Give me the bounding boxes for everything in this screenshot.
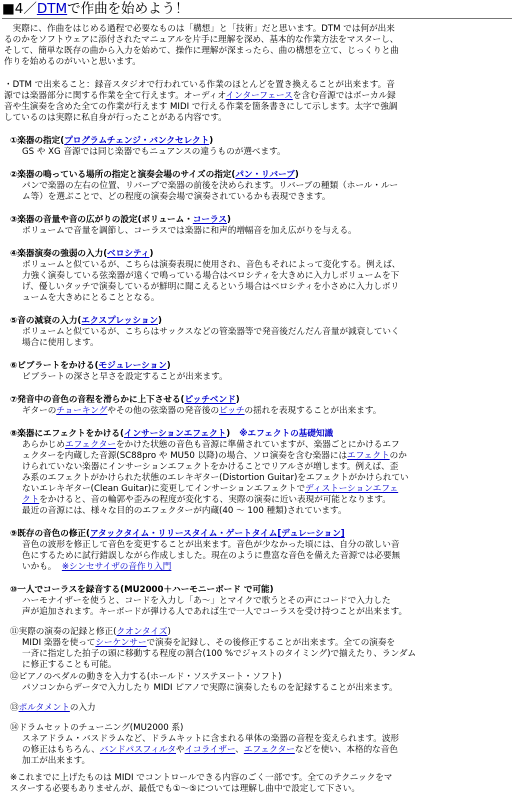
item-desc: に修正することも可能。 <box>22 660 117 670</box>
effector-link[interactable]: エフェクター <box>64 440 116 450</box>
item-desc: 声が追加されます。キーボードが弾ける人であれば生で一人でコーラスを受け持つことが出来ます。 <box>22 607 408 617</box>
pitch-bend-link[interactable]: ピッチベンド <box>184 395 236 405</box>
item-heading: ⑤音の減衰の入力(エクスプレッション) <box>10 316 162 326</box>
item-desc: 一斉に指定した拍子の頭に移動する程度の割合(100 %でジャストのタイミング)で揃えたり、ランダム <box>22 649 417 659</box>
item-desc: ム等）を選ぶことで、どの程度の演奏会場で演奏されているかも表現できます。 <box>22 192 331 202</box>
pan-reverb-link[interactable]: パン・リバーブ <box>235 170 295 180</box>
title-prefix: ■4／ <box>2 1 37 17</box>
dtm-link[interactable]: DTM <box>36 1 68 17</box>
item-desc: けられていない楽器にインサーションエフェクトをかけることでリアルさが増します。例えば、歪 <box>22 462 399 472</box>
item-desc: いかも。 ※シンセサイザの音作り入門 <box>22 562 172 572</box>
item-heading: ①楽器の指定(プログラムチェンジ・バンクセレクト) <box>10 136 214 146</box>
dtm-line: ・DTM で出来ること：録音スタジオで行われている作業のほとんどを置き換えることが出来ます。音 <box>4 80 395 90</box>
item-heading: ⑧楽器にエフェクトをかける(インサーションエフェクト) ※エフェクトの基礎知識 <box>10 429 334 439</box>
item-desc: ボリュームと似ているが、こちらは演奏表現に使用され、音色もそれによって変化する。例えば、 <box>22 260 401 270</box>
item-heading: ⑫ピアノのペダルの動きを入力する(ホールド・ソステヌート・ソフト) <box>10 672 282 682</box>
duration-link[interactable]: [デュレーション] <box>277 529 345 539</box>
distortion-effect-link[interactable]: ディストーションエフェ <box>305 484 399 494</box>
choking-link[interactable]: チョーキング <box>56 406 108 416</box>
item-desc: パンで楽器の左右の位置、リバーブで楽器の前後を決められます。リバーブの種類（ホール・ルー <box>22 181 399 191</box>
footer-note: ※これまでに上げたものは MIDI でコントロールできる内容のごく一部です。全てのテクニックをマ <box>10 773 393 783</box>
expression-link[interactable]: エクスプレッション <box>81 316 159 326</box>
effector-link-2[interactable]: エフェクター <box>243 745 295 755</box>
program-change-link[interactable]: プログラムチェンジ・バンクセレクト <box>64 136 210 146</box>
synth-intro-link[interactable]: ※シンセサイザの音作り入門 <box>61 562 172 572</box>
dtm-line: しているのは実際に私自身が行ったことがある内容です。 <box>4 113 227 123</box>
item-heading: ②楽器の鳴っている場所の指定と演奏会場のサイズの指定(パン・リバーブ) <box>10 170 299 180</box>
item-desc: 加工が出来ます。 <box>22 756 91 766</box>
dtm-line: 音や生演奏を含めた全ての作業が行えます MIDI で行える作業を箇条書きにして示します。太字で強調 <box>4 102 398 112</box>
item-heading: ③楽器の音量や音の広がりの設定(ボリューム・コーラス) <box>10 215 231 225</box>
chorus-link[interactable]: コーラス <box>192 215 227 225</box>
item-desc: ュームを大きめにとることとなる。 <box>22 293 160 303</box>
item-desc: スネアドラム・バスドラムなど、ドラムキットに含まれる単体の楽器の音程を変えられます。波形 <box>22 734 400 744</box>
item-desc: 色にするために試行錯誤しながら作成しました。現在のように豊富な音色を備えた音源では必要無 <box>22 551 401 561</box>
item-desc: MIDI 楽器を使ってシーケンサーで演奏を記録し、その後修正することが出来ます。全ての演奏を <box>22 638 396 648</box>
item-heading: ⑩一人でコーラスを録音する(MU2000＋ハーモニーボード で可能) <box>10 585 274 595</box>
item-desc: パソコンからデータで入力したり MIDI ピアノで実際に演奏したものを記録することが出来ます。 <box>22 683 398 693</box>
item-desc: ボリュームと似ているが、こちらはサックスなどの管楽器等で発音後だんだん音量が減衰していく <box>22 327 400 337</box>
page-title <box>2 1 189 18</box>
item-heading: ⑥ビブラートをかける(モジュレーション) <box>10 361 171 371</box>
item-desc: クトをかけると、音の輪郭や歪みの程度が変化する、実際の演奏に近い表現が可能となります。 <box>22 495 391 505</box>
item-desc: ないエレキギター(Clean Guitar)に変更してインサーションエフェクトでディストーションエフェ <box>22 484 399 494</box>
item-heading: ⑦発音中の音色の音程を滑らかに上下させる(ピッチベンド) <box>10 395 240 405</box>
item-desc: み系のエフェクトがかけられた状態のエレキギター(Distortion Guitar)をエフェクトがかけられてい <box>22 473 409 483</box>
attack-release-link[interactable]: アタックタイム・リリースタイム・ゲートタイム <box>89 529 278 539</box>
title-suffix: で作曲を始めよう！ <box>67 1 189 17</box>
item-desc: の修正はもちろん、バンドパスフィルタやイコライザー、エフェクターなどを使い、本格的な音色 <box>22 745 398 755</box>
intro-line: そして、簡単な既存の曲から入力を始めて、操作に理解が深まったら、曲の構想を立て、じっくりと曲 <box>4 46 399 56</box>
modulation-link[interactable]: モジュレーション <box>98 361 167 371</box>
item-desc: ビブラートの深さと早さを設定することが出来ます。 <box>22 372 228 382</box>
equalizer-link[interactable]: イコライザー <box>184 745 236 755</box>
item-desc: ギターのチョーキングやその他の弦楽器の発音後のピッチの揺れを表現することが出来ます。 <box>22 406 382 416</box>
item-desc: 最近の音源には、様々な目的のエフェクターが内蔵(40 ～ 100 種類)されています。 <box>22 506 347 516</box>
distortion-effect-link-cont[interactable]: クト <box>22 495 40 505</box>
item-desc: げ、優しいタッチで演奏しているが鮮明に聞こえるという場合はベロシティを小さめに入力しボリ <box>22 282 400 292</box>
item-heading: ⑭ドラムセットのチューニング(MU2000 系) <box>10 723 184 733</box>
bandpass-filter-link[interactable]: バンドパスフィルタ <box>99 745 177 755</box>
item-heading: ⑬ポルタメントの入力 <box>10 703 96 713</box>
portamento-link[interactable]: ポルタメント <box>18 703 70 713</box>
item-desc: ハーモナイザーを使うと、コードを入力し「あ～」とマイクで歌うとその声にコードで入力した <box>22 596 391 606</box>
item-desc: ボリュームで音量を調節し、コーラスでは楽器に和声的増幅音を加え広がりを与える。 <box>22 226 357 236</box>
effect-link[interactable]: エフェクト <box>347 451 390 461</box>
sequencer-link[interactable]: シーケンサー <box>95 638 147 648</box>
effect-basics-note[interactable]: ※エフェクトの基礎知識 <box>239 429 334 439</box>
item-desc: 力強く演奏している弦楽器が遠くで鳴っている場合はベロシティを大きめに入力しボリュームを下 <box>22 271 400 281</box>
insertion-effect-link[interactable]: インサーションエフェクト <box>123 429 227 439</box>
footer-note: スターする必要もありませんが、最低でも①～⑤については理解し曲中で設定して下さい。 <box>10 784 360 794</box>
intro-line: 作りを始めるのがいいと思います。 <box>4 57 141 67</box>
intro-line: 実際に、作曲をはじめる過程で必要なものは「構想」と「技術」だと思います。DTM では何が出来 <box>4 24 395 34</box>
item-desc: GS や XG 音源では同じ楽器でもニュアンスの違うものが選べます。 <box>22 147 286 157</box>
item-desc: 場合に使用します。 <box>22 338 99 348</box>
pitch-link[interactable]: ピッチ <box>219 406 245 416</box>
velocity-link[interactable]: ベロシティ <box>107 249 150 259</box>
audio-interface-link[interactable]: インターフェース <box>225 91 293 101</box>
item-heading: ⑨既存の音色の修正(アタックタイム・リリースタイム・ゲートタイム[デュレーション] <box>10 529 345 539</box>
intro-line: るのかをソフトウェアに添付されたマニュアルを片手に理解を深め、基本的な作業方法をマスターし、 <box>4 35 399 45</box>
item-heading: ④楽器演奏の強弱の入力(ベロシティ) <box>10 249 154 259</box>
item-heading: ⑪実際の演奏の記録と修正(クオンタイズ) <box>10 627 171 637</box>
item-desc: 音色の波形を修正して音色を変更することが出来ます。音色が少なかった頃には、自分の欲しい音 <box>22 540 400 550</box>
title-divider <box>2 18 512 19</box>
dtm-line: 源では楽器部分に関する作業を全て行えます。オーディオインターフェースを含む音源ではボーカル録 <box>4 91 396 101</box>
quantize-link[interactable]: クオンタイズ <box>116 627 168 637</box>
item-desc: あらかじめエフェクターをかけた状態の音色も音源に準備されていますが、楽器ごとにかけるエフ <box>22 440 400 450</box>
item-desc: ェクターを内蔵した音源(SC88pro や MU50 以降)の場合、ソロ演奏を含む楽器にはエフェクトのか <box>22 451 407 461</box>
